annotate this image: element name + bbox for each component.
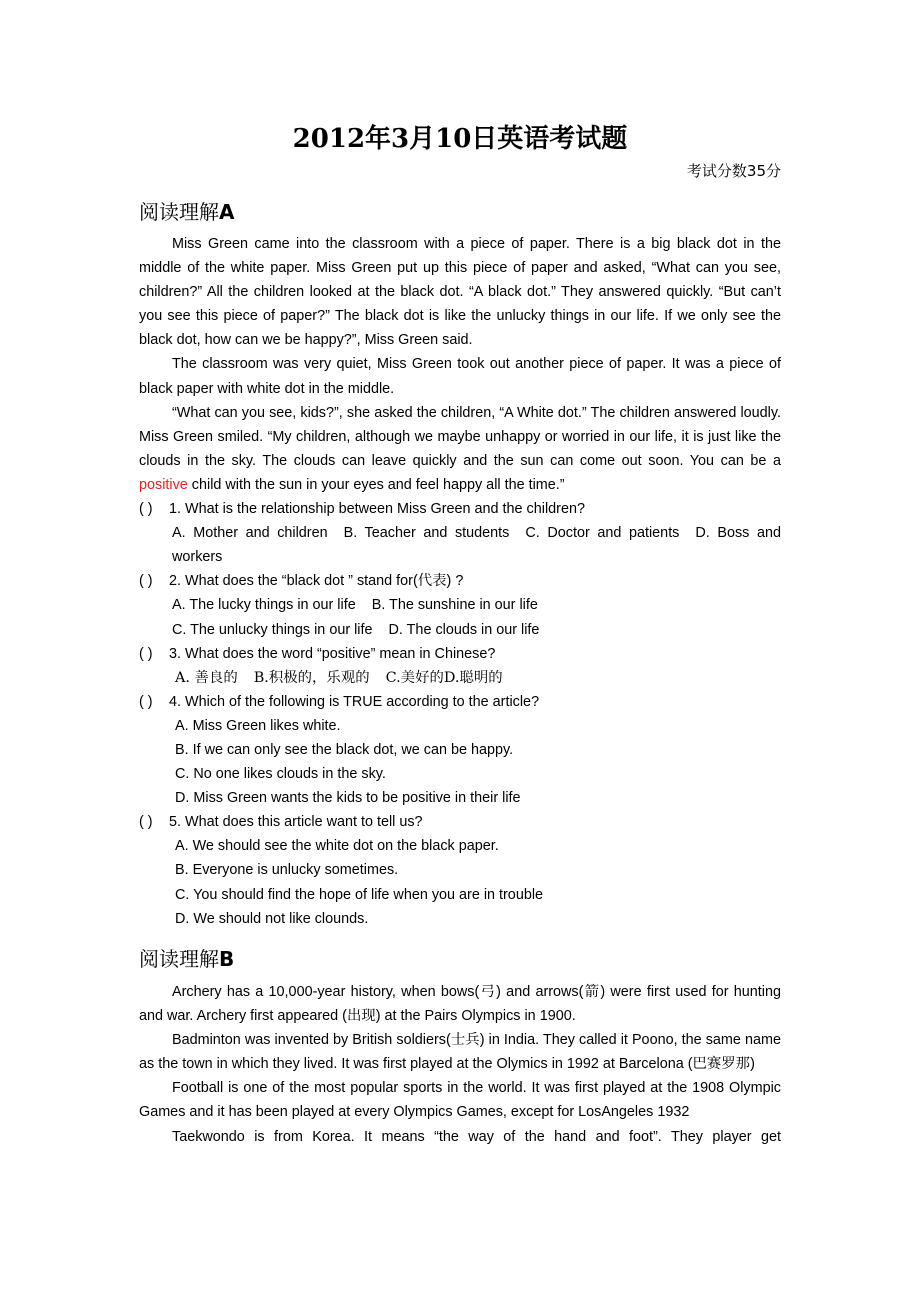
- section-a-heading: [139, 196, 234, 225]
- question-text: 4. Which of the following is TRUE according to the article?: [169, 693, 540, 710]
- question-2-options-row2: [139, 618, 781, 642]
- para3-text-after: child with the sun in your eyes and feel happy all the time.”: [187, 476, 565, 493]
- option-c: C. Doctor and patients: [525, 525, 680, 542]
- question-3-options: [139, 666, 781, 690]
- section-b-heading: [139, 943, 234, 972]
- question-text: 1. What is the relationship between Miss Green and the children?: [169, 501, 585, 518]
- option-a: A. We should see the white dot on the black paper.: [175, 838, 499, 855]
- section-b-body: [139, 980, 781, 1149]
- section-b-paragraph: Badminton was invented by British soldiers(士兵) in India. They called it Poono, the same name as the town in which they lived. It was first played at the Olymics in 1992 at Barcelona (巴赛罗那): [139, 1032, 781, 1073]
- section-a-heading-letter: A: [219, 200, 235, 224]
- section-a-paragraph: The classroom was very quiet, Miss Green took out another piece of paper. It was a piece of black paper with white dot in the middle.: [139, 356, 781, 397]
- question-4: [139, 690, 781, 714]
- option-b: B. The sunshine in our life: [371, 597, 538, 614]
- answer-blank[interactable]: ( ): [139, 573, 153, 590]
- option-b: B. Teacher and students: [343, 525, 510, 542]
- section-a-paragraph: [139, 401, 781, 497]
- para3-text-before: “What can you see, kids?”, she asked the children, “A White dot.” The children answered loudly. Miss Green smiled. “My children, although we maybe unhappy or worried in our life, it is just like the clouds in the sky. The clouds can leave quickly and the sun can come out soon. You can be a: [139, 404, 781, 469]
- option-a: A. Miss Green likes white.: [175, 717, 341, 734]
- section-a-paragraph: Miss Green came into the classroom with a piece of paper. There is a big black dot in the middle of the white paper. Miss Green put up this piece of paper and asked, “What can you see, children?” All the children looked at the black dot. “A black dot.” They answered quickly. “But can’t you see this piece of paper?” The black dot is like the unlucky things in our life. If we only see the black dot, how can we be happy?”, Miss Green said.: [139, 236, 781, 349]
- answer-blank[interactable]: ( ): [139, 693, 153, 710]
- question-2: [139, 569, 781, 593]
- option-a: A. 善良的: [175, 669, 238, 686]
- section-b-paragraph: Taekwondo is from Korea. It means “the way of the hand and foot”. They player get: [172, 1128, 781, 1145]
- question-1: [139, 497, 781, 521]
- option-d: D. Miss Green wants the kids to be positive in their life: [175, 790, 521, 807]
- question-5: [139, 810, 781, 834]
- question-2-options-row1: [139, 593, 781, 617]
- question-1-options: [139, 521, 781, 569]
- answer-blank[interactable]: ( ): [139, 501, 153, 518]
- section-a-heading-cn: 阅读理解: [139, 200, 219, 224]
- option-c: C. No one likes clouds in the sky.: [175, 766, 386, 783]
- answer-blank[interactable]: ( ): [139, 814, 153, 831]
- question-text: 5. What does this article want to tell us?: [169, 814, 423, 831]
- question-text: 3. What does the word “positive” mean in Chinese?: [169, 645, 496, 662]
- option-d: D. We should not like clounds.: [175, 910, 369, 927]
- option-b: B. If we can only see the black dot, we can be happy.: [175, 741, 514, 758]
- option-b: B. Everyone is unlucky sometimes.: [175, 862, 399, 879]
- section-b-heading-letter: B: [219, 947, 235, 971]
- option-d: D. Boss and workers: [172, 525, 781, 566]
- highlighted-word: positive: [139, 476, 188, 493]
- answer-blank[interactable]: ( ): [139, 645, 153, 662]
- option-c: C. The unlucky things in our life: [172, 621, 373, 638]
- question-text: 2. What does the “black dot ” stand for(代表) ?: [169, 573, 464, 590]
- option-d: D. The clouds in our life: [388, 621, 540, 638]
- question-3: [139, 642, 781, 666]
- option-b: B.积极的，乐观的: [253, 669, 370, 686]
- option-a: A. The lucky things in our life: [172, 597, 356, 614]
- exam-score: 考试分数35分: [686, 162, 781, 180]
- page-title: 2012年3月10日英语考试题: [292, 124, 628, 154]
- section-b-heading-cn: 阅读理解: [139, 947, 219, 971]
- section-b-paragraph: Archery has a 10,000-year history, when bows(弓) and arrows(箭) were first used for hunting and war. Archery first appeared (出现) at the Pairs Olympics in 1900.: [139, 984, 781, 1025]
- option-c: C.美好的: [385, 669, 444, 686]
- option-d: D.聪明的: [443, 669, 503, 686]
- option-a: A. Mother and children: [172, 525, 328, 542]
- section-b-paragraph: Football is one of the most popular sports in the world. It was first played at the 1908 Olympic Games and it has been played at every Olympics Games, except for LosAngeles 1932: [139, 1080, 781, 1121]
- option-c: C. You should find the hope of life when you are in trouble: [175, 886, 544, 903]
- section-a-body: [139, 232, 781, 931]
